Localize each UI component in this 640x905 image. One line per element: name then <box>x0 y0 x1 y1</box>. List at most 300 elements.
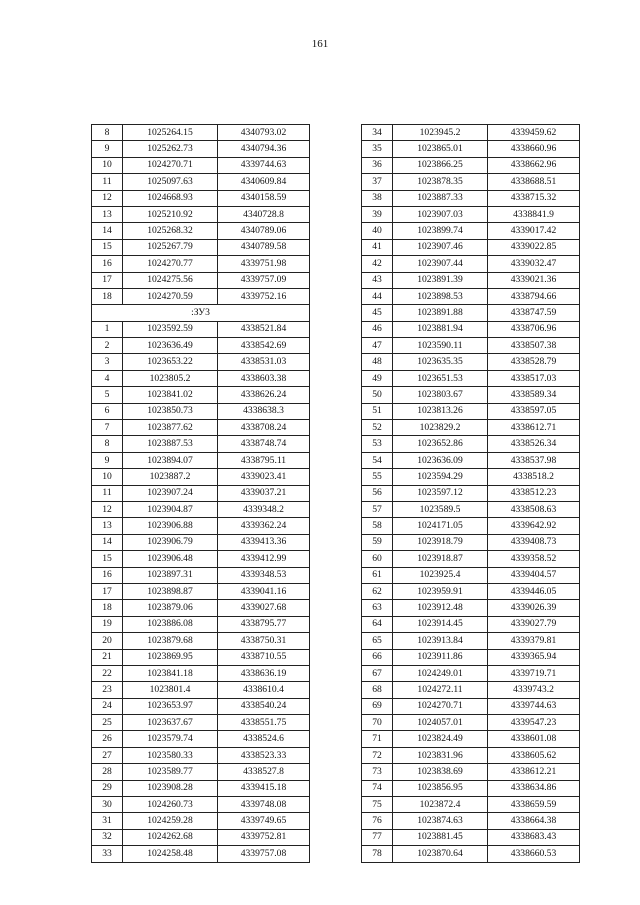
y-coordinate-cell: 4339026.39 <box>488 600 580 616</box>
x-coordinate-cell: 1023805.2 <box>123 370 218 386</box>
y-coordinate-cell: 4338540.24 <box>218 698 310 714</box>
x-coordinate-cell: 1023636.49 <box>123 338 218 354</box>
table-row <box>92 436 310 452</box>
x-coordinate-cell: 1023906.48 <box>123 551 218 567</box>
point-number-cell: 74 <box>362 780 393 796</box>
point-number-cell: 17 <box>92 583 123 599</box>
y-coordinate-cell: 4338750.31 <box>218 633 310 649</box>
point-number-cell: 23 <box>92 682 123 698</box>
x-coordinate-cell: 1023887.33 <box>393 190 488 206</box>
y-coordinate-cell: 4338795.77 <box>218 616 310 632</box>
point-number-cell: 55 <box>362 469 393 485</box>
point-number-cell: 13 <box>92 518 123 534</box>
x-coordinate-cell: 1024259.28 <box>123 813 218 829</box>
x-coordinate-cell: 1023913.84 <box>393 633 488 649</box>
x-coordinate-cell: 1024275.56 <box>123 272 218 288</box>
x-coordinate-cell: 1023907.03 <box>393 206 488 222</box>
x-coordinate-cell: 1023870.64 <box>393 846 488 862</box>
x-coordinate-cell: 1023914.45 <box>393 616 488 632</box>
x-coordinate-cell: 1023803.67 <box>393 387 488 403</box>
x-coordinate-cell: 1023878.35 <box>393 174 488 190</box>
table-row <box>92 747 310 763</box>
y-coordinate-cell: 4338589.34 <box>488 387 580 403</box>
point-number-cell: 66 <box>362 649 393 665</box>
table-row <box>362 305 580 321</box>
table-row <box>92 354 310 370</box>
x-coordinate-cell: 1023801.4 <box>123 682 218 698</box>
table-row <box>92 256 310 272</box>
point-number-cell: 10 <box>92 469 123 485</box>
point-number-cell: 73 <box>362 764 393 780</box>
point-number-cell: 5 <box>92 387 123 403</box>
table-row <box>92 469 310 485</box>
x-coordinate-cell: 1023869.95 <box>123 649 218 665</box>
y-coordinate-cell: 4338715.32 <box>488 190 580 206</box>
y-coordinate-cell: 4338634.86 <box>488 780 580 796</box>
x-coordinate-cell: 1025267.79 <box>123 239 218 255</box>
x-coordinate-cell: 1023881.94 <box>393 321 488 337</box>
table-row <box>92 551 310 567</box>
point-number-cell: 46 <box>362 321 393 337</box>
table-row <box>362 747 580 763</box>
x-coordinate-cell: 1024057.01 <box>393 715 488 731</box>
table-row <box>362 485 580 501</box>
point-number-cell: 62 <box>362 583 393 599</box>
point-number-cell: 63 <box>362 600 393 616</box>
table-row <box>362 321 580 337</box>
point-number-cell: 65 <box>362 633 393 649</box>
x-coordinate-cell: 1023841.18 <box>123 665 218 681</box>
table-row <box>362 534 580 550</box>
y-coordinate-cell: 4338551.75 <box>218 715 310 731</box>
table-row <box>362 272 580 288</box>
y-coordinate-cell: 4338524.6 <box>218 731 310 747</box>
table-row <box>362 338 580 354</box>
x-coordinate-cell: 1023908.28 <box>123 780 218 796</box>
point-number-cell: 28 <box>92 764 123 780</box>
point-number-cell: 39 <box>362 206 393 222</box>
table-row <box>92 567 310 583</box>
y-coordinate-cell: 4339408.73 <box>488 534 580 550</box>
table-row <box>362 764 580 780</box>
x-coordinate-cell: 1023653.97 <box>123 698 218 714</box>
x-coordinate-cell: 1023866.25 <box>393 157 488 173</box>
point-number-cell: 67 <box>362 665 393 681</box>
x-coordinate-cell: 1024668.93 <box>123 190 218 206</box>
x-coordinate-cell: 1023850.73 <box>123 403 218 419</box>
table-row <box>362 501 580 517</box>
point-number-cell: 20 <box>92 633 123 649</box>
y-coordinate-cell: 4339719.71 <box>488 665 580 681</box>
x-coordinate-cell: 1023887.53 <box>123 436 218 452</box>
y-coordinate-cell: 4338528.79 <box>488 354 580 370</box>
point-number-cell: 3 <box>92 354 123 370</box>
y-coordinate-cell: 4338518.2 <box>488 469 580 485</box>
x-coordinate-cell: 1023824.49 <box>393 731 488 747</box>
y-coordinate-cell: 4338517.03 <box>488 370 580 386</box>
y-coordinate-cell: 4338612.21 <box>488 764 580 780</box>
point-number-cell: 58 <box>362 518 393 534</box>
x-coordinate-cell: 1023856.95 <box>393 780 488 796</box>
x-coordinate-cell: 1023841.02 <box>123 387 218 403</box>
y-coordinate-cell: 4338537.98 <box>488 452 580 468</box>
x-coordinate-cell: 1023874.63 <box>393 813 488 829</box>
y-coordinate-cell: 4338706.96 <box>488 321 580 337</box>
page-number: 161 <box>311 38 329 50</box>
y-coordinate-cell: 4338710.55 <box>218 649 310 665</box>
point-number-cell: 38 <box>362 190 393 206</box>
table-row <box>362 649 580 665</box>
x-coordinate-cell: 1023918.87 <box>393 551 488 567</box>
point-number-cell: 14 <box>92 534 123 550</box>
table-row <box>362 157 580 173</box>
table-row <box>92 829 310 845</box>
y-coordinate-cell: 4338521.84 <box>218 321 310 337</box>
y-coordinate-cell: 4338795.11 <box>218 452 310 468</box>
x-coordinate-cell: 1023898.53 <box>393 288 488 304</box>
x-coordinate-cell: 1023925.4 <box>393 567 488 583</box>
x-coordinate-cell: 1023898.87 <box>123 583 218 599</box>
y-coordinate-cell: 4339757.08 <box>218 846 310 862</box>
table-row <box>362 223 580 239</box>
x-coordinate-cell: 1023813.26 <box>393 403 488 419</box>
x-coordinate-cell: 1023636.09 <box>393 452 488 468</box>
point-number-cell: 52 <box>362 420 393 436</box>
table-row <box>92 764 310 780</box>
table-row <box>362 420 580 436</box>
x-coordinate-cell: 1023651.53 <box>393 370 488 386</box>
y-coordinate-cell: 4338708.24 <box>218 420 310 436</box>
x-coordinate-cell: 1023589.5 <box>393 501 488 517</box>
x-coordinate-cell: 1024260.73 <box>123 797 218 813</box>
table-row <box>92 846 310 862</box>
table-row <box>362 551 580 567</box>
y-coordinate-cell: 4338610.4 <box>218 682 310 698</box>
table-row <box>362 583 580 599</box>
y-coordinate-cell: 4338636.19 <box>218 665 310 681</box>
y-coordinate-cell: 4338508.63 <box>488 501 580 517</box>
table-row <box>92 649 310 665</box>
x-coordinate-cell: 1023831.96 <box>393 747 488 763</box>
table-row <box>92 420 310 436</box>
y-coordinate-cell: 4339027.79 <box>488 616 580 632</box>
y-coordinate-cell: 4339021.36 <box>488 272 580 288</box>
point-number-cell: 34 <box>362 125 393 141</box>
x-coordinate-cell: 1023959.91 <box>393 583 488 599</box>
point-number-cell: 6 <box>92 403 123 419</box>
table-row <box>92 321 310 337</box>
point-number-cell: 64 <box>362 616 393 632</box>
y-coordinate-cell: 4338659.59 <box>488 797 580 813</box>
point-number-cell: 32 <box>92 829 123 845</box>
x-coordinate-cell: 1023907.46 <box>393 239 488 255</box>
y-coordinate-cell: 4340728.8 <box>218 206 310 222</box>
point-number-cell: 19 <box>92 616 123 632</box>
y-coordinate-cell: 4340793.02 <box>218 125 310 141</box>
x-coordinate-cell: 1023589.77 <box>123 764 218 780</box>
table-row <box>92 600 310 616</box>
table-row <box>92 338 310 354</box>
point-number-cell: 21 <box>92 649 123 665</box>
y-coordinate-cell: 4339415.18 <box>218 780 310 796</box>
point-number-cell: 35 <box>362 141 393 157</box>
table-row <box>362 174 580 190</box>
x-coordinate-cell: 1024270.77 <box>123 256 218 272</box>
x-coordinate-cell: 1023881.45 <box>393 829 488 845</box>
table-row <box>92 223 310 239</box>
x-coordinate-cell: 1023891.88 <box>393 305 488 321</box>
point-number-cell: 22 <box>92 665 123 681</box>
coordinates-table-right <box>361 124 580 863</box>
y-coordinate-cell: 4339358.52 <box>488 551 580 567</box>
y-coordinate-cell: 4340789.06 <box>218 223 310 239</box>
x-coordinate-cell: 1024270.71 <box>393 698 488 714</box>
point-number-cell: 8 <box>92 125 123 141</box>
x-coordinate-cell: 1023877.62 <box>123 420 218 436</box>
point-number-cell: 29 <box>92 780 123 796</box>
table-row <box>92 797 310 813</box>
y-coordinate-cell: 4338527.8 <box>218 764 310 780</box>
x-coordinate-cell: 1024249.01 <box>393 665 488 681</box>
y-coordinate-cell: 4339027.68 <box>218 600 310 616</box>
y-coordinate-cell: 4339404.57 <box>488 567 580 583</box>
x-coordinate-cell: 1023906.88 <box>123 518 218 534</box>
x-coordinate-cell: 1023879.06 <box>123 600 218 616</box>
table-row <box>362 600 580 616</box>
point-number-cell: 16 <box>92 567 123 583</box>
y-coordinate-cell: 4340794.36 <box>218 141 310 157</box>
point-number-cell: 18 <box>92 288 123 304</box>
point-number-cell: 60 <box>362 551 393 567</box>
table-row <box>92 616 310 632</box>
x-coordinate-cell: 1023907.24 <box>123 485 218 501</box>
point-number-cell: 8 <box>92 436 123 452</box>
point-number-cell: 10 <box>92 157 123 173</box>
x-coordinate-cell: 1024262.68 <box>123 829 218 845</box>
point-number-cell: 50 <box>362 387 393 403</box>
x-coordinate-cell: 1024258.48 <box>123 846 218 862</box>
point-number-cell: 43 <box>362 272 393 288</box>
y-coordinate-cell: 4338748.74 <box>218 436 310 452</box>
table-row <box>92 387 310 403</box>
table-row <box>92 665 310 681</box>
table-row <box>92 518 310 534</box>
point-number-cell: 48 <box>362 354 393 370</box>
point-number-cell: 9 <box>92 141 123 157</box>
x-coordinate-cell: 1025268.32 <box>123 223 218 239</box>
x-coordinate-cell: 1023887.2 <box>123 469 218 485</box>
y-coordinate-cell: 4339348.53 <box>218 567 310 583</box>
point-number-cell: 7 <box>92 420 123 436</box>
point-number-cell: 27 <box>92 747 123 763</box>
point-number-cell: 30 <box>92 797 123 813</box>
x-coordinate-cell: 1024270.71 <box>123 157 218 173</box>
y-coordinate-cell: 4340789.58 <box>218 239 310 255</box>
table-row <box>92 125 310 141</box>
x-coordinate-cell: 1023635.35 <box>393 354 488 370</box>
point-number-cell: 4 <box>92 370 123 386</box>
table-row <box>362 387 580 403</box>
table-row <box>92 206 310 222</box>
y-coordinate-cell: 4338526.34 <box>488 436 580 452</box>
y-coordinate-cell: 4338626.24 <box>218 387 310 403</box>
y-coordinate-cell: 4338597.05 <box>488 403 580 419</box>
point-number-cell: 61 <box>362 567 393 583</box>
x-coordinate-cell: 1023894.07 <box>123 452 218 468</box>
x-coordinate-cell: 1025262.73 <box>123 141 218 157</box>
x-coordinate-cell: 1023580.33 <box>123 747 218 763</box>
y-coordinate-cell: 4338662.96 <box>488 157 580 173</box>
point-number-cell: 78 <box>362 846 393 862</box>
x-coordinate-cell: 1023872.4 <box>393 797 488 813</box>
point-number-cell: 18 <box>92 600 123 616</box>
x-coordinate-cell: 1023597.12 <box>393 485 488 501</box>
table-row <box>362 731 580 747</box>
table-row <box>362 665 580 681</box>
table-row <box>92 780 310 796</box>
x-coordinate-cell: 1023906.79 <box>123 534 218 550</box>
table-row <box>362 715 580 731</box>
point-number-cell: 53 <box>362 436 393 452</box>
x-coordinate-cell: 1025264.15 <box>123 125 218 141</box>
point-number-cell: 12 <box>92 501 123 517</box>
table-row <box>92 370 310 386</box>
table-row <box>362 190 580 206</box>
y-coordinate-cell: 4338507.38 <box>488 338 580 354</box>
y-coordinate-cell: 4339749.65 <box>218 813 310 829</box>
y-coordinate-cell: 4340158.59 <box>218 190 310 206</box>
table-row <box>362 567 580 583</box>
table-row <box>92 501 310 517</box>
x-coordinate-cell: 1023590.11 <box>393 338 488 354</box>
y-coordinate-cell: 4339459.62 <box>488 125 580 141</box>
point-number-cell: 17 <box>92 272 123 288</box>
table-row <box>362 829 580 845</box>
y-coordinate-cell: 4339744.63 <box>218 157 310 173</box>
point-number-cell: 1 <box>92 321 123 337</box>
y-coordinate-cell: 4338612.71 <box>488 420 580 436</box>
table-row <box>362 797 580 813</box>
y-coordinate-cell: 4338841.9 <box>488 206 580 222</box>
y-coordinate-cell: 4338542.69 <box>218 338 310 354</box>
table-row <box>362 846 580 862</box>
table-row <box>92 583 310 599</box>
y-coordinate-cell: 4338523.33 <box>218 747 310 763</box>
x-coordinate-cell: 1023829.2 <box>393 420 488 436</box>
point-number-cell: 37 <box>362 174 393 190</box>
y-coordinate-cell: 4339023.41 <box>218 469 310 485</box>
x-coordinate-cell: 1024272.11 <box>393 682 488 698</box>
y-coordinate-cell: 4339362.24 <box>218 518 310 534</box>
x-coordinate-cell: 1023592.59 <box>123 321 218 337</box>
point-number-cell: 42 <box>362 256 393 272</box>
table-row <box>362 288 580 304</box>
table-row <box>362 452 580 468</box>
x-coordinate-cell: 1023653.22 <box>123 354 218 370</box>
x-coordinate-cell: 1023579.74 <box>123 731 218 747</box>
x-coordinate-cell: 1023838.69 <box>393 764 488 780</box>
x-coordinate-cell: 1025210.92 <box>123 206 218 222</box>
x-coordinate-cell: 1024171.05 <box>393 518 488 534</box>
y-coordinate-cell: 4339751.98 <box>218 256 310 272</box>
table-row <box>362 518 580 534</box>
y-coordinate-cell: 4339547.23 <box>488 715 580 731</box>
x-coordinate-cell: 1023865.01 <box>393 141 488 157</box>
y-coordinate-cell: 4340609.84 <box>218 174 310 190</box>
table-row <box>92 485 310 501</box>
x-coordinate-cell: 1023652.86 <box>393 436 488 452</box>
table-row <box>362 436 580 452</box>
table-row <box>92 174 310 190</box>
table-row <box>92 239 310 255</box>
point-number-cell: 72 <box>362 747 393 763</box>
x-coordinate-cell: 1024270.59 <box>123 288 218 304</box>
y-coordinate-cell: 4339017.42 <box>488 223 580 239</box>
point-number-cell: 14 <box>92 223 123 239</box>
x-coordinate-cell: 1023911.86 <box>393 649 488 665</box>
y-coordinate-cell: 4339752.81 <box>218 829 310 845</box>
table-row <box>92 731 310 747</box>
y-coordinate-cell: 4338683.43 <box>488 829 580 845</box>
coordinates-table-left <box>91 124 310 863</box>
y-coordinate-cell: 4339642.92 <box>488 518 580 534</box>
y-coordinate-cell: 4338664.38 <box>488 813 580 829</box>
point-number-cell: 71 <box>362 731 393 747</box>
x-coordinate-cell: 1023918.79 <box>393 534 488 550</box>
point-number-cell: 25 <box>92 715 123 731</box>
table-row <box>92 813 310 829</box>
point-number-cell: 24 <box>92 698 123 714</box>
point-number-cell: 12 <box>92 190 123 206</box>
x-coordinate-cell: 1023899.74 <box>393 223 488 239</box>
point-number-cell: 13 <box>92 206 123 222</box>
section-header-row <box>92 305 310 321</box>
table-row <box>92 682 310 698</box>
table-row <box>92 190 310 206</box>
table-row <box>362 141 580 157</box>
point-number-cell: 45 <box>362 305 393 321</box>
y-coordinate-cell: 4339365.94 <box>488 649 580 665</box>
point-number-cell: 77 <box>362 829 393 845</box>
y-coordinate-cell: 4339446.05 <box>488 583 580 599</box>
y-coordinate-cell: 4339348.2 <box>218 501 310 517</box>
point-number-cell: 54 <box>362 452 393 468</box>
y-coordinate-cell: 4339037.21 <box>218 485 310 501</box>
x-coordinate-cell: 1025097.63 <box>123 174 218 190</box>
y-coordinate-cell: 4338638.3 <box>218 403 310 419</box>
point-number-cell: 11 <box>92 174 123 190</box>
point-number-cell: 75 <box>362 797 393 813</box>
point-number-cell: 40 <box>362 223 393 239</box>
point-number-cell: 2 <box>92 338 123 354</box>
table-row <box>92 452 310 468</box>
table-row <box>362 813 580 829</box>
table-row <box>92 698 310 714</box>
y-coordinate-cell: 4339757.09 <box>218 272 310 288</box>
y-coordinate-cell: 4339032.47 <box>488 256 580 272</box>
table-row <box>92 403 310 419</box>
table-row <box>92 288 310 304</box>
point-number-cell: 76 <box>362 813 393 829</box>
y-coordinate-cell: 4339379.81 <box>488 633 580 649</box>
x-coordinate-cell: 1023904.87 <box>123 501 218 517</box>
point-number-cell: 41 <box>362 239 393 255</box>
table-row <box>362 125 580 141</box>
y-coordinate-cell: 4338688.51 <box>488 174 580 190</box>
x-coordinate-cell: 1023912.48 <box>393 600 488 616</box>
y-coordinate-cell: 4338747.59 <box>488 305 580 321</box>
point-number-cell: 47 <box>362 338 393 354</box>
